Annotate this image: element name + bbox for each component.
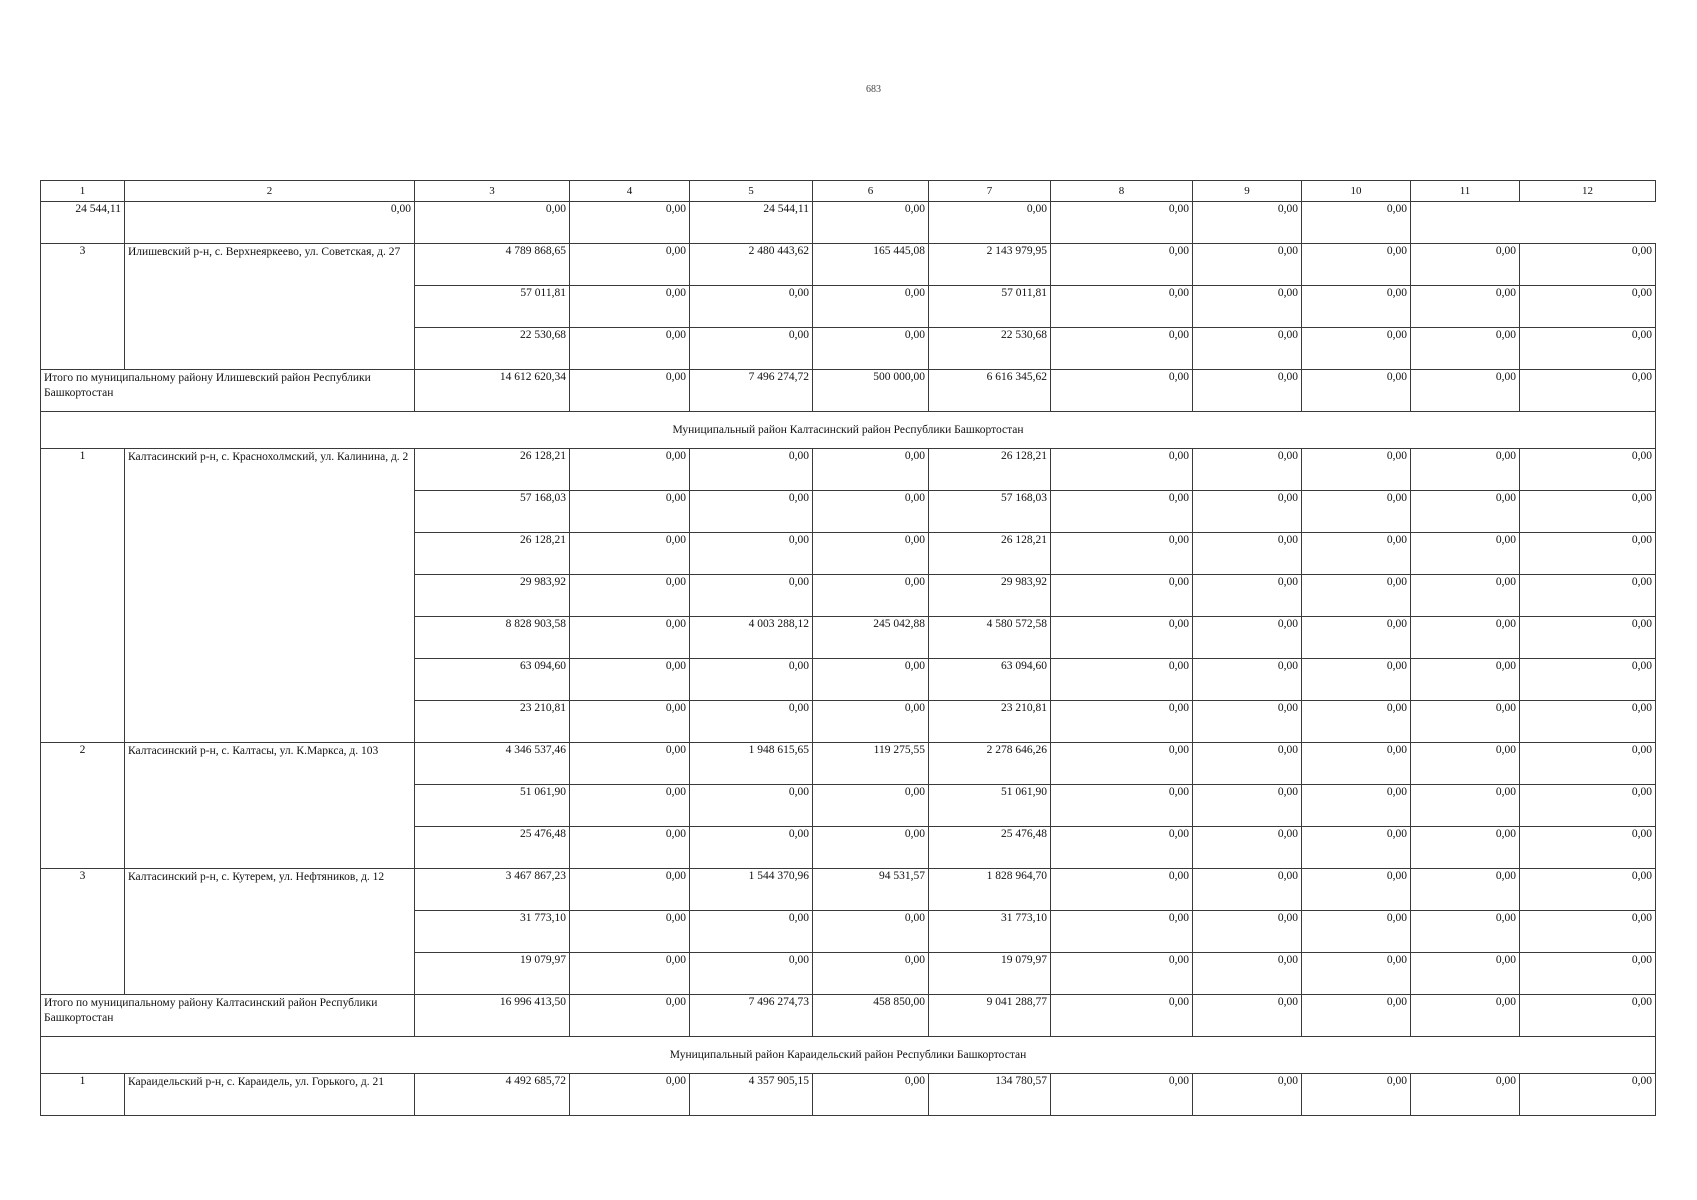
value-cell: 0,00 xyxy=(1411,659,1520,701)
value-cell: 0,00 xyxy=(570,785,690,827)
value-cell: 0,00 xyxy=(570,869,690,911)
value-cell: 0,00 xyxy=(1051,953,1193,995)
value-cell: 0,00 xyxy=(813,953,929,995)
value-cell: 0,00 xyxy=(1051,286,1193,328)
value-cell: 0,00 xyxy=(813,202,929,244)
value-cell: 500 000,00 xyxy=(813,370,929,412)
value-cell: 0,00 xyxy=(1051,575,1193,617)
value-cell: 0,00 xyxy=(1051,491,1193,533)
value-cell: 63 094,60 xyxy=(929,659,1051,701)
value-cell: 31 773,10 xyxy=(415,911,570,953)
value-cell: 0,00 xyxy=(1302,575,1411,617)
value-cell: 19 079,97 xyxy=(415,953,570,995)
object-index: 1 xyxy=(41,1074,125,1116)
total-row xyxy=(41,995,1656,1037)
value-cell: 0,00 xyxy=(1193,370,1302,412)
value-cell: 16 996 413,50 xyxy=(415,995,570,1037)
value-cell: 0,00 xyxy=(570,995,690,1037)
value-cell: 24 544,11 xyxy=(41,202,125,244)
value-cell: 0,00 xyxy=(1302,743,1411,785)
value-cell: 0,00 xyxy=(1302,785,1411,827)
value-cell: 0,00 xyxy=(1411,449,1520,491)
value-cell: 0,00 xyxy=(813,328,929,370)
value-cell: 6 616 345,62 xyxy=(929,370,1051,412)
value-cell: 1 948 615,65 xyxy=(690,743,813,785)
value-cell: 0,00 xyxy=(1302,286,1411,328)
value-cell: 0,00 xyxy=(125,202,415,244)
value-cell: 7 496 274,73 xyxy=(690,995,813,1037)
value-cell: 3 467 867,23 xyxy=(415,869,570,911)
value-cell: 0,00 xyxy=(813,701,929,743)
value-cell: 25 476,48 xyxy=(415,827,570,869)
value-cell: 2 143 979,95 xyxy=(929,244,1051,286)
value-cell: 0,00 xyxy=(690,328,813,370)
section-row xyxy=(41,412,1656,449)
value-cell: 26 128,21 xyxy=(929,449,1051,491)
value-cell: 0,00 xyxy=(570,953,690,995)
value-cell: 0,00 xyxy=(1193,202,1302,244)
column-number: 11 xyxy=(1411,181,1520,202)
value-cell: 0,00 xyxy=(1302,701,1411,743)
value-cell: 0,00 xyxy=(1193,701,1302,743)
value-cell: 0,00 xyxy=(1193,743,1302,785)
value-cell: 0,00 xyxy=(1193,785,1302,827)
value-cell: 0,00 xyxy=(1193,328,1302,370)
value-cell: 0,00 xyxy=(1520,491,1656,533)
value-cell: 0,00 xyxy=(1411,328,1520,370)
value-cell: 57 168,03 xyxy=(415,491,570,533)
value-cell: 0,00 xyxy=(1520,743,1656,785)
value-cell: 0,00 xyxy=(929,202,1051,244)
value-cell: 1 544 370,96 xyxy=(690,869,813,911)
column-number: 1 xyxy=(41,181,125,202)
object-address: Калтасинский р-н, с. Калтасы, ул. К.Маркса, д. 103 xyxy=(125,743,415,869)
total-label: Итого по муниципальному району Илишевский район Республики Башкортостан xyxy=(41,370,415,412)
object-index: 3 xyxy=(41,244,125,370)
column-number: 8 xyxy=(1051,181,1193,202)
value-cell: 0,00 xyxy=(570,1074,690,1116)
value-cell: 0,00 xyxy=(570,449,690,491)
value-cell: 0,00 xyxy=(415,202,570,244)
value-cell: 0,00 xyxy=(690,827,813,869)
capital-repair-table xyxy=(40,180,1656,1116)
value-cell: 0,00 xyxy=(570,533,690,575)
value-cell: 0,00 xyxy=(690,911,813,953)
value-cell: 0,00 xyxy=(690,491,813,533)
value-cell: 0,00 xyxy=(1302,953,1411,995)
value-cell: 0,00 xyxy=(1051,827,1193,869)
value-cell: 0,00 xyxy=(570,575,690,617)
value-cell: 22 530,68 xyxy=(415,328,570,370)
value-cell: 0,00 xyxy=(1051,659,1193,701)
value-cell: 119 275,55 xyxy=(813,743,929,785)
section-row xyxy=(41,1037,1656,1074)
column-number: 9 xyxy=(1193,181,1302,202)
value-cell: 0,00 xyxy=(1193,827,1302,869)
value-cell: 0,00 xyxy=(1520,1074,1656,1116)
value-cell: 0,00 xyxy=(1302,659,1411,701)
value-cell: 0,00 xyxy=(813,785,929,827)
section-title: Муниципальный район Караидельский район Республики Башкортостан xyxy=(41,1037,1656,1074)
value-cell: 4 357 905,15 xyxy=(690,1074,813,1116)
value-cell: 0,00 xyxy=(690,533,813,575)
value-cell: 0,00 xyxy=(1302,869,1411,911)
value-cell: 7 496 274,72 xyxy=(690,370,813,412)
value-cell: 0,00 xyxy=(570,701,690,743)
value-cell: 0,00 xyxy=(1051,785,1193,827)
value-cell: 0,00 xyxy=(690,659,813,701)
value-cell: 0,00 xyxy=(1051,911,1193,953)
page-number: 683 xyxy=(866,84,881,95)
value-cell: 0,00 xyxy=(1520,286,1656,328)
column-number: 5 xyxy=(690,181,813,202)
value-cell: 0,00 xyxy=(1051,701,1193,743)
value-cell: 0,00 xyxy=(1411,827,1520,869)
value-cell: 0,00 xyxy=(1520,827,1656,869)
value-cell: 0,00 xyxy=(570,617,690,659)
value-cell: 0,00 xyxy=(813,491,929,533)
value-cell: 0,00 xyxy=(1411,869,1520,911)
value-cell: 8 828 903,58 xyxy=(415,617,570,659)
value-cell: 0,00 xyxy=(1411,911,1520,953)
value-cell: 57 011,81 xyxy=(929,286,1051,328)
value-cell: 0,00 xyxy=(1411,785,1520,827)
value-cell: 9 041 288,77 xyxy=(929,995,1051,1037)
table-row xyxy=(41,869,1656,911)
value-cell: 0,00 xyxy=(1411,617,1520,659)
object-address: Калтасинский р-н, с. Краснохолмский, ул. Калинина, д. 2 xyxy=(125,449,415,743)
value-cell: 94 531,57 xyxy=(813,869,929,911)
value-cell: 0,00 xyxy=(570,202,690,244)
value-cell: 165 445,08 xyxy=(813,244,929,286)
value-cell: 0,00 xyxy=(1520,244,1656,286)
value-cell: 0,00 xyxy=(1520,370,1656,412)
value-cell: 0,00 xyxy=(1411,370,1520,412)
value-cell: 0,00 xyxy=(1193,953,1302,995)
column-number: 4 xyxy=(570,181,690,202)
column-number: 6 xyxy=(813,181,929,202)
table-row xyxy=(41,743,1656,785)
value-cell: 0,00 xyxy=(690,449,813,491)
value-cell: 0,00 xyxy=(570,244,690,286)
table-row xyxy=(41,244,1656,286)
table-row xyxy=(41,449,1656,491)
object-index: 1 xyxy=(41,449,125,743)
value-cell: 0,00 xyxy=(1520,911,1656,953)
value-cell: 0,00 xyxy=(1302,1074,1411,1116)
column-number-row xyxy=(41,181,1656,202)
value-cell: 0,00 xyxy=(570,827,690,869)
value-cell: 29 983,92 xyxy=(415,575,570,617)
value-cell: 0,00 xyxy=(1302,244,1411,286)
value-cell: 0,00 xyxy=(690,575,813,617)
value-cell: 0,00 xyxy=(1302,827,1411,869)
value-cell: 23 210,81 xyxy=(929,701,1051,743)
value-cell: 0,00 xyxy=(570,911,690,953)
value-cell: 0,00 xyxy=(1193,1074,1302,1116)
value-cell: 1 828 964,70 xyxy=(929,869,1051,911)
value-cell: 51 061,90 xyxy=(415,785,570,827)
value-cell: 0,00 xyxy=(570,328,690,370)
value-cell: 0,00 xyxy=(1520,575,1656,617)
value-cell: 0,00 xyxy=(1520,995,1656,1037)
value-cell: 4 789 868,65 xyxy=(415,244,570,286)
object-index: 3 xyxy=(41,869,125,995)
value-cell: 0,00 xyxy=(1411,995,1520,1037)
object-index: 2 xyxy=(41,743,125,869)
value-cell: 0,00 xyxy=(1411,491,1520,533)
value-cell: 0,00 xyxy=(1193,869,1302,911)
value-cell: 2 278 646,26 xyxy=(929,743,1051,785)
value-cell: 0,00 xyxy=(1051,617,1193,659)
value-cell: 26 128,21 xyxy=(415,533,570,575)
value-cell: 0,00 xyxy=(813,286,929,328)
value-cell: 0,00 xyxy=(1520,785,1656,827)
value-cell: 0,00 xyxy=(1193,244,1302,286)
value-cell: 0,00 xyxy=(1193,659,1302,701)
value-cell: 0,00 xyxy=(1411,953,1520,995)
value-cell: 0,00 xyxy=(1302,617,1411,659)
value-cell: 0,00 xyxy=(570,743,690,785)
value-cell: 0,00 xyxy=(1411,575,1520,617)
value-cell: 0,00 xyxy=(1193,286,1302,328)
value-cell: 0,00 xyxy=(1051,370,1193,412)
value-cell: 0,00 xyxy=(1051,869,1193,911)
column-number: 12 xyxy=(1520,181,1656,202)
value-cell: 19 079,97 xyxy=(929,953,1051,995)
value-cell: 25 476,48 xyxy=(929,827,1051,869)
value-cell: 0,00 xyxy=(1051,995,1193,1037)
value-cell: 0,00 xyxy=(1302,449,1411,491)
value-cell: 0,00 xyxy=(1302,370,1411,412)
value-cell: 0,00 xyxy=(1051,533,1193,575)
value-cell: 0,00 xyxy=(813,533,929,575)
value-cell: 0,00 xyxy=(1411,286,1520,328)
value-cell: 0,00 xyxy=(690,701,813,743)
value-cell: 0,00 xyxy=(1520,869,1656,911)
table-row xyxy=(41,1074,1656,1116)
value-cell: 0,00 xyxy=(813,1074,929,1116)
object-address: Илишевский р-н, с. Верхнеяркеево, ул. Советская, д. 27 xyxy=(125,244,415,370)
value-cell: 63 094,60 xyxy=(415,659,570,701)
value-cell: 22 530,68 xyxy=(929,328,1051,370)
value-cell: 0,00 xyxy=(1411,743,1520,785)
value-cell: 4 580 572,58 xyxy=(929,617,1051,659)
value-cell: 0,00 xyxy=(1411,244,1520,286)
value-cell: 0,00 xyxy=(1193,533,1302,575)
value-cell: 134 780,57 xyxy=(929,1074,1051,1116)
value-cell: 0,00 xyxy=(1302,533,1411,575)
object-address: Караидельский р-н, с. Караидель, ул. Горького, д. 21 xyxy=(125,1074,415,1116)
column-number: 7 xyxy=(929,181,1051,202)
value-cell: 0,00 xyxy=(813,575,929,617)
value-cell: 0,00 xyxy=(813,449,929,491)
value-cell: 0,00 xyxy=(1411,533,1520,575)
value-cell: 0,00 xyxy=(1411,701,1520,743)
value-cell: 0,00 xyxy=(1302,995,1411,1037)
value-cell: 31 773,10 xyxy=(929,911,1051,953)
value-cell: 0,00 xyxy=(1193,995,1302,1037)
value-cell: 0,00 xyxy=(1520,449,1656,491)
table-row xyxy=(41,202,1656,244)
value-cell: 0,00 xyxy=(1302,202,1411,244)
column-number: 2 xyxy=(125,181,415,202)
value-cell: 0,00 xyxy=(1051,328,1193,370)
value-cell: 26 128,21 xyxy=(415,449,570,491)
value-cell: 0,00 xyxy=(813,659,929,701)
value-cell: 0,00 xyxy=(690,953,813,995)
object-address: Калтасинский р-н, с. Кутерем, ул. Нефтяников, д. 12 xyxy=(125,869,415,995)
total-row xyxy=(41,370,1656,412)
value-cell: 0,00 xyxy=(1051,244,1193,286)
value-cell: 0,00 xyxy=(1193,449,1302,491)
value-cell: 57 168,03 xyxy=(929,491,1051,533)
section-title: Муниципальный район Калтасинский район Республики Башкортостан xyxy=(41,412,1656,449)
value-cell: 2 480 443,62 xyxy=(690,244,813,286)
column-number: 3 xyxy=(415,181,570,202)
value-cell: 51 061,90 xyxy=(929,785,1051,827)
value-cell: 0,00 xyxy=(1302,911,1411,953)
value-cell: 29 983,92 xyxy=(929,575,1051,617)
value-cell: 57 011,81 xyxy=(415,286,570,328)
value-cell: 0,00 xyxy=(570,286,690,328)
value-cell: 0,00 xyxy=(1520,701,1656,743)
value-cell: 0,00 xyxy=(813,827,929,869)
value-cell: 245 042,88 xyxy=(813,617,929,659)
value-cell: 0,00 xyxy=(1520,617,1656,659)
value-cell: 0,00 xyxy=(1051,449,1193,491)
value-cell: 0,00 xyxy=(1302,328,1411,370)
value-cell: 0,00 xyxy=(570,491,690,533)
value-cell: 24 544,11 xyxy=(690,202,813,244)
value-cell: 0,00 xyxy=(1051,202,1193,244)
value-cell: 4 492 685,72 xyxy=(415,1074,570,1116)
value-cell: 0,00 xyxy=(813,911,929,953)
value-cell: 458 850,00 xyxy=(813,995,929,1037)
value-cell: 0,00 xyxy=(570,370,690,412)
value-cell: 0,00 xyxy=(1520,328,1656,370)
value-cell: 4 003 288,12 xyxy=(690,617,813,659)
value-cell: 4 346 537,46 xyxy=(415,743,570,785)
value-cell: 0,00 xyxy=(690,785,813,827)
value-cell: 0,00 xyxy=(1193,911,1302,953)
value-cell: 0,00 xyxy=(1193,491,1302,533)
total-label: Итого по муниципальному району Калтасинский район Республики Башкортостан xyxy=(41,995,415,1037)
value-cell: 23 210,81 xyxy=(415,701,570,743)
value-cell: 0,00 xyxy=(1411,1074,1520,1116)
value-cell: 0,00 xyxy=(1051,743,1193,785)
value-cell: 0,00 xyxy=(1193,575,1302,617)
value-cell: 0,00 xyxy=(1302,491,1411,533)
value-cell: 0,00 xyxy=(1520,533,1656,575)
value-cell: 0,00 xyxy=(1051,1074,1193,1116)
value-cell: 0,00 xyxy=(690,286,813,328)
value-cell: 0,00 xyxy=(1520,953,1656,995)
value-cell: 0,00 xyxy=(1193,617,1302,659)
value-cell: 0,00 xyxy=(1520,659,1656,701)
value-cell: 14 612 620,34 xyxy=(415,370,570,412)
value-cell: 26 128,21 xyxy=(929,533,1051,575)
column-number: 10 xyxy=(1302,181,1411,202)
value-cell: 0,00 xyxy=(570,659,690,701)
